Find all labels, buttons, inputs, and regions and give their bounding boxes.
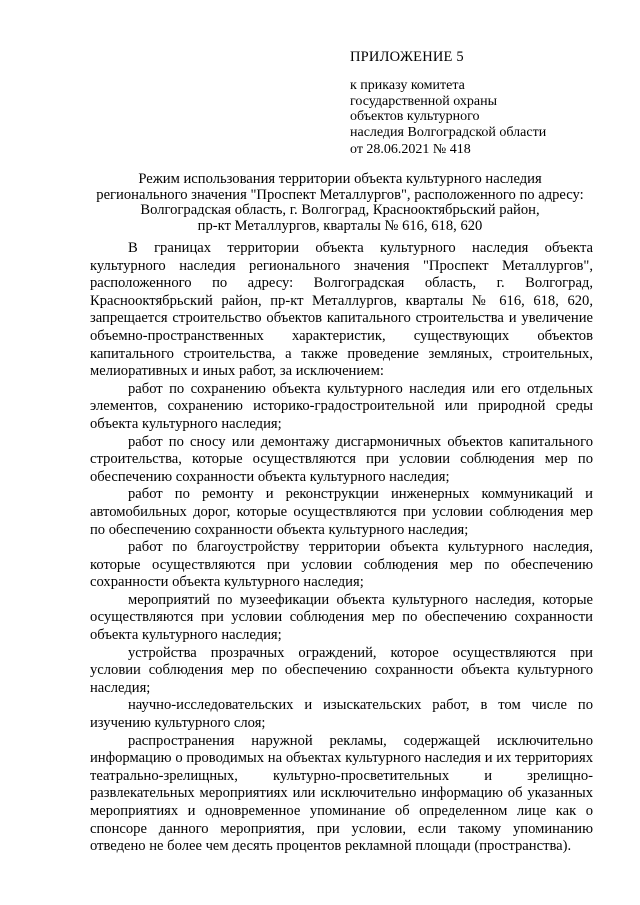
body-paragraph: работ по ремонту и реконструкции инженерных коммуникаций и автомобильных дорог, которые осуществляются при условии соблюдения мер по обеспечению сохранности объекта культурного наследия; bbox=[90, 486, 593, 538]
body-paragraph: В границах территории объекта культурного наследия объекта культурного наследия регионального значения "Проспект Металлургов", расположенного по адресу: Волгоградская область, г. Волгоград, Краснооктябрьский район, пр-кт Металлургов, кварталы № 616, 618, 620, запрещается строительство объектов капитального строительства и увеличение объемно-пространственных характеристик, существующих объектов капитального строительства, а также проведение земляных, строительных, мелиоративных и иных работ, за исключением: bbox=[90, 240, 593, 380]
title-line: пр-кт Металлургов, кварталы № 616, 618, 620 bbox=[197, 218, 483, 235]
appendix-title: ПРИЛОЖЕНИЕ 5 bbox=[350, 49, 464, 65]
title-line: Режим использования территории объекта культурного наследия bbox=[138, 171, 542, 187]
body-paragraph: устройства прозрачных ограждений, которое осуществляются при условии соблюдения мер по обеспечению сохранности объекта культурного наследия; bbox=[90, 644, 593, 696]
body-paragraph: работ по сохранению объекта культурного наследия или его отдельных элементов, сохранению историко-градостроительной или природной среды объекта культурного наследия; bbox=[90, 380, 593, 432]
body-paragraph: научно-исследовательских и изыскательских работ, в том числе по изучению культурного слоя; bbox=[90, 697, 593, 732]
title-line: Волгоградская область, г. Волгоград, Краснооктябрьский район, bbox=[140, 202, 540, 219]
body-paragraph: работ по благоустройству территории объекта культурного наследия, которые осуществляются при условии соблюдения мер по обеспечению сохранности объекта культурного наследия; bbox=[90, 539, 593, 591]
appendix-line: к приказу комитета bbox=[350, 78, 465, 93]
document-title bbox=[70, 172, 610, 235]
body-paragraph: распространения наружной рекламы, содержащей исключительно информацию о проводимых на объектах культурного наследия и их территориях театрально-зрелищных, культурно-просветительных и зрелищно-развлекательных мероприятиях или исключительно информацию об указанных мероприятиях и одновременное упоминание об определенном лице как о спонсоре данного мероприятия, при условии, если такому упоминанию отведено не более чем десять процентов рекламной площади (пространства). bbox=[90, 732, 593, 855]
appendix-line: объектов культурного bbox=[350, 109, 480, 124]
body-paragraph: мероприятий по музеефикации объекта культурного наследия, которые осуществляются при условии соблюдения мер по обеспечению сохранности объекта культурного наследия; bbox=[90, 591, 593, 644]
document-body bbox=[90, 240, 593, 856]
order-date: от 28.06.2021 № 418 bbox=[350, 142, 471, 157]
appendix-line: наследия Волгоградской области bbox=[350, 124, 547, 140]
appendix-reference bbox=[350, 78, 620, 140]
body-paragraph: работ по сносу или демонтажу дисгармоничных объектов капитального строительства, которые осуществляются при условии соблюдения мер по обеспечению сохранности объекта культурного наследия; bbox=[90, 433, 593, 485]
title-line: регионального значения "Проспект Металлургов", расположенного по адресу: bbox=[96, 186, 584, 203]
appendix-line: государственной охраны bbox=[350, 93, 498, 109]
